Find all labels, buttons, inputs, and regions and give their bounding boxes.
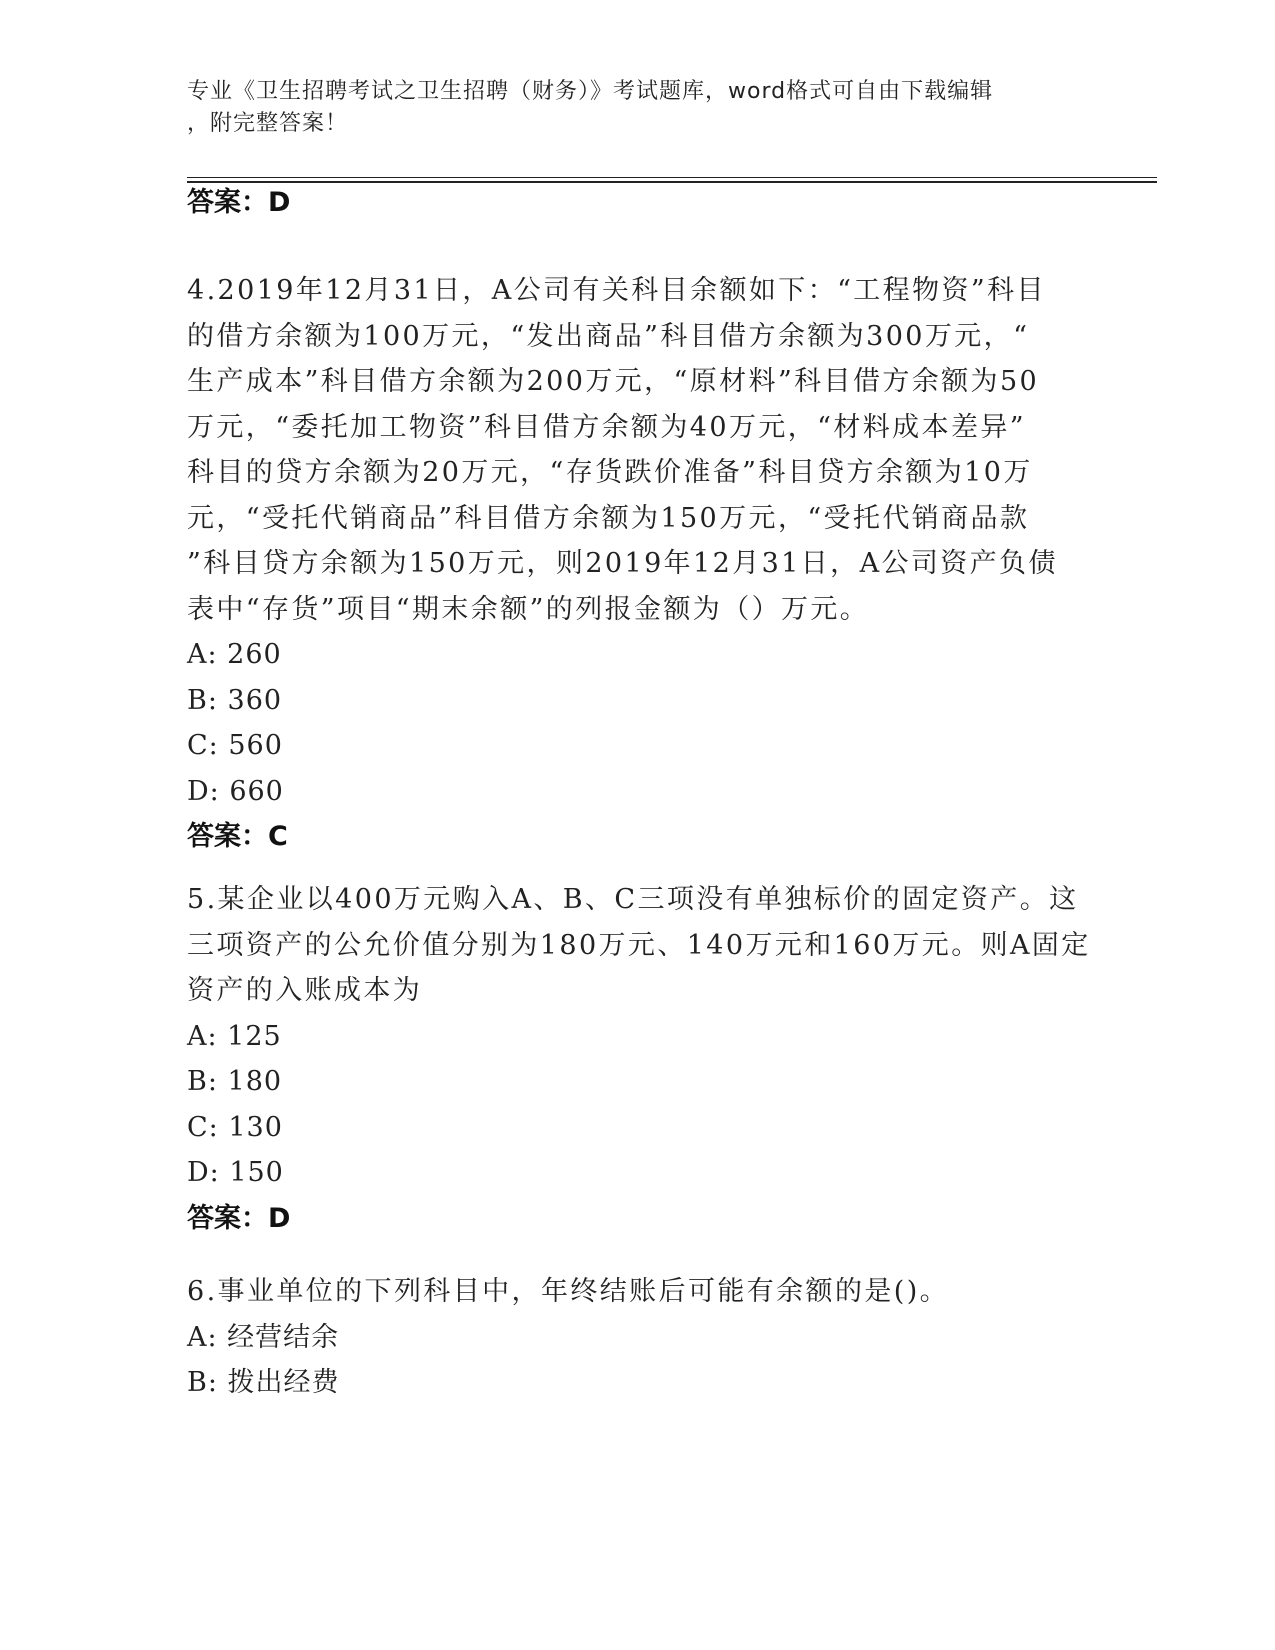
question-6-stem [187,1269,1087,1315]
question-line: 三项资产的公允价值分别为180万元、140万元和160万元。则A固定 [187,929,1091,961]
question-5-stem [187,877,1091,1014]
question-6 [187,1269,1087,1406]
answer-value: C [268,821,288,852]
answer-q3 [187,180,1087,226]
answer-q4 [187,814,1087,860]
answer-q5 [187,1196,1087,1242]
question-line: 资产的入账成本为 [187,975,423,1006]
question-line: 万元，“委托加工物资”科目借方余额为40万元，“材料成本差异” [187,411,1026,443]
option-a: A: 经营结余 [187,1321,340,1353]
question-4-stem [187,268,1087,632]
question-line: ”科目贷方余额为150万元，则2019年12月31日，A公司资产负债 [187,548,1058,579]
option-c: C: 560 [187,730,283,761]
answer-label: 答案： [187,821,268,852]
option-c: C: 130 [187,1111,283,1143]
question-line: 5.某企业以400万元购入A、B、C三项没有单独标价的固定资产。这 [187,884,1079,915]
option-d: D: 150 [187,1157,284,1188]
header-line-2: ，附完整答案！ [187,111,349,136]
question-line: 的借方余额为100万元，“发出商品”科目借方余额为300万元，“ [187,320,1030,352]
answer-value: D [268,1202,291,1234]
option-b: B: 180 [187,1066,283,1097]
option-d: D: 660 [187,775,284,807]
question-line: 表中“存货”项目“期末余额”的列报金额为（）万元。 [187,593,870,625]
option-b: B: 360 [187,684,283,716]
answer-label: 答案： [187,1202,268,1234]
answer-label: 答案： [187,187,268,218]
question-line: 4.2019年12月31日，A公司有关科目余额如下：“工程物资”科目 [187,275,1046,306]
option-a: A: 260 [187,639,282,670]
document-header [187,76,1087,140]
option-b: B: 拨出经费 [187,1367,340,1398]
option-a: A: 125 [187,1020,282,1052]
header-line-1: 专业《卫生招聘考试之卫生招聘（财务）》考试题库，word格式可自由下载编辑 [187,79,994,104]
answer-value: D [268,187,291,218]
question-4 [187,268,1087,860]
question-line: 生产成本”科目借方余额为200万元，“原材料”科目借方余额为50 [187,366,1040,397]
question-line: 元，“受托代销商品”科目借方余额为150万元，“受托代销商品款 [187,502,1030,534]
question-5 [187,877,1091,1242]
header-divider-thin [187,177,1157,178]
question-line: 科目的贷方余额为20万元，“存货跌价准备”科目贷方余额为10万 [187,457,1033,488]
question-line: 6.事业单位的下列科目中，年终结账后可能有余额的是()。 [187,1276,950,1307]
